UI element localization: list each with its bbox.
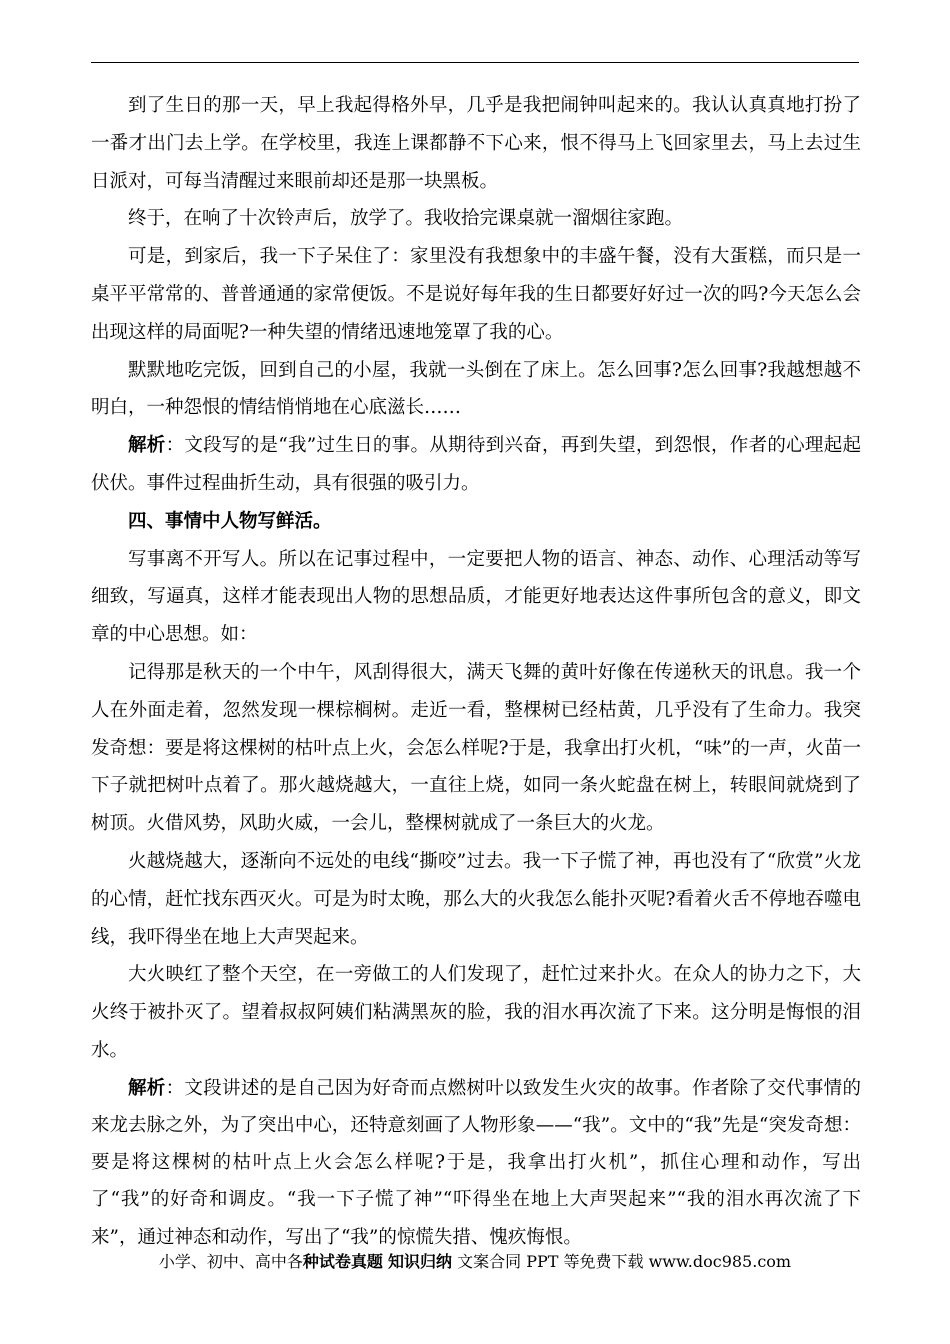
paragraph: 大火映红了整个天空，在一旁做工的人们发现了，赶忙过来扑火。在众人的协力之下，大火终于被扑灭了。望着叔叔阿姨们粘满黑灰的脸，我的泪水再次流了下来。这分明是悔恨的泪水。 [91, 964, 861, 1061]
paragraph: 默默地吃完饭，回到自己的小屋，我就一头倒在了床上。怎么回事?怎么回事?我越想越不明白，一种怨恨的情结悄悄地在心底滋长…… [91, 359, 861, 419]
header-rule [91, 62, 859, 63]
paragraph: 到了生日的那一天，早上我起得格外早，几乎是我把闹钟叫起来的。我认认真真地打扮了一番才出门去上学。在学校里，我连上课都静不下心来，恨不得马上飞回家里去，马上去过生日派对，可每当清醒过来眼前却还是那一块黑板。 [91, 95, 861, 192]
page-footer [0, 1251, 950, 1273]
analysis-label: 解析 [128, 1077, 166, 1099]
paragraph: 写事离不开写人。所以在记事过程中，一定要把人物的语言、神态、动作、心理活动等写细致，写逼真，这样才能表现出人物的思想品质，才能更好地表达这件事所包含的意义，即文章的中心思想。如： [91, 548, 861, 646]
analysis-paragraph [91, 1070, 861, 1256]
footer-text: 文案合同 PPT 等免费下载 www.doc985.com [452, 1252, 792, 1271]
paragraph: 可是，到家后，我一下子呆住了：家里没有我想象中的丰盛午餐，没有大蛋糕，而只是一桌平平常常的、普普通通的家常便饭。不是说好每年我的生日都要好好过一次的吗?今天怎么会出现这样的局面呢?一种失望的情绪迅速地笼罩了我的心。 [91, 246, 861, 343]
paragraph: 火越烧越大，逐渐向不远处的电线“撕咬”过去。我一下子慌了神，再也没有了“欣赏”火龙的心情，赶忙找东西灭火。可是为时太晚，那么大的火我怎么能扑灭呢?看着火舌不停地吞噬电线，我吓得坐在地上大声哭起来。 [91, 850, 861, 948]
footer-highlight: 种试卷真题 [302, 1252, 383, 1271]
document-body [91, 87, 861, 1256]
analysis-text: ：文段写的是“我”过生日的事。从期待到兴奋，再到失望，到怨恨，作者的心理起起伏伏。事件过程曲折生动，具有很强的吸引力。 [91, 435, 861, 494]
footer-highlight: 知识归纳 [388, 1252, 453, 1271]
section-heading: 四、事情中人物写鲜活。 [128, 510, 332, 532]
paragraph: 记得那是秋天的一个中午，风刮得很大，满天飞舞的黄叶好像在传递秋天的讯息。我一个人在外面走着，忽然发现一棵棕榈树。走近一看，整棵树已经枯黄，几乎没有了生命力。我突发奇想：要是将这棵树的枯叶点上火，会怎么样呢?于是，我拿出打火机，“味”的一声，火苗一下子就把树叶点着了。那火越烧越大，一直往上烧，如同一条火蛇盘在树上，转眼间就烧到了树顶。火借风势，风助火威，一会儿，整棵树就成了一条巨大的火龙。 [91, 661, 861, 835]
footer-text: 小学、初中、高中各 [158, 1252, 303, 1271]
analysis-label: 解析 [128, 435, 166, 457]
analysis-paragraph [91, 427, 861, 503]
paragraph: 终于，在响了十次铃声后，放学了。我收拾完课桌就一溜烟往家跑。 [128, 208, 684, 230]
analysis-text: ：文段讲述的是自己因为好奇而点燃树叶以致发生火灾的故事。作者除了交代事情的来龙去脉之外，为了突出中心，还特意刻画了人物形象——“我”。文中的“我”先是“突发奇想：要是将这棵树的枯叶点上火会怎么样呢?于是，我拿出打火机”，抓住心理和动作，写出了“我”的好奇和调皮。“我一下子慌了神”“吓得坐在地上大声哭起来”“我的泪水再次流了下来”，通过神态和动作，写出了“我”的惊慌失措、愧疚悔恨。 [91, 1077, 861, 1248]
